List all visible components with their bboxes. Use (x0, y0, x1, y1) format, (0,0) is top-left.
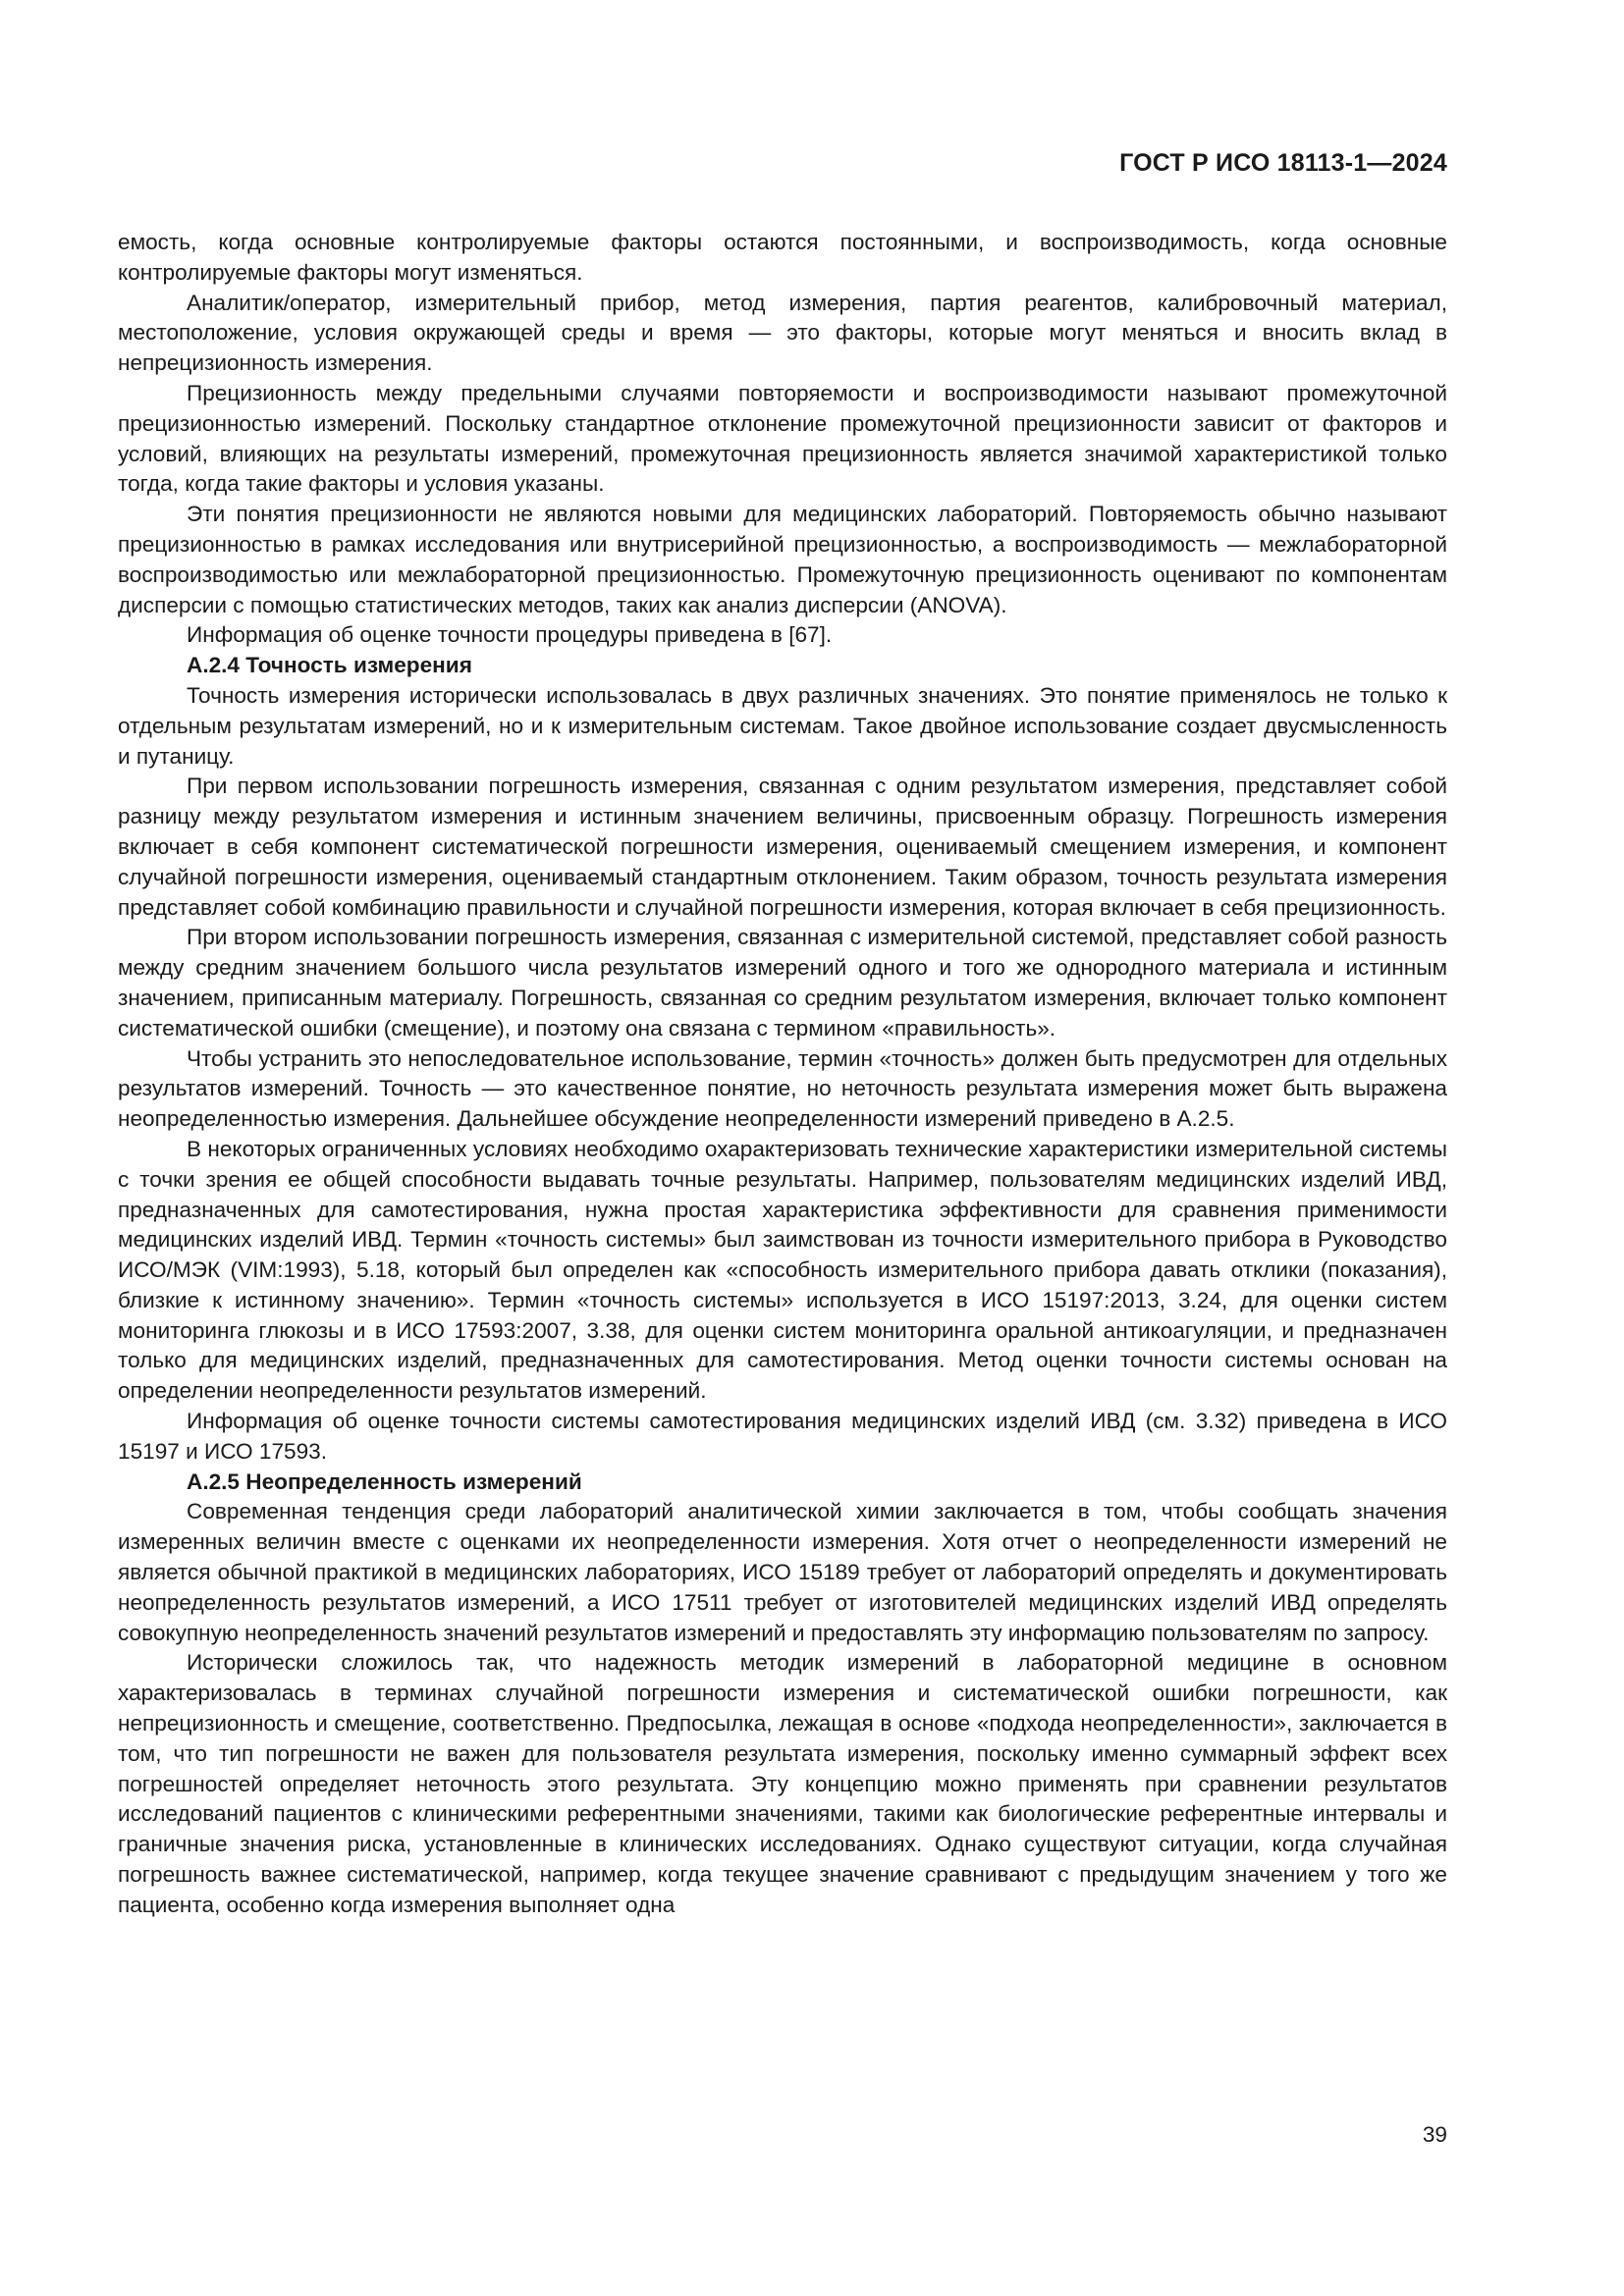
paragraph: Аналитик/оператор, измерительный прибор, метод измерения, партия реагентов, калибровочный материал, местоположение, условия окружающей среды и время — это факторы, которые могут меняться и вносить вклад в непрецизионность измерения. (118, 290, 1447, 376)
paragraph: Современная тенденция среди лабораторий аналитической химии заключается в том, чтобы сообщать значения измеренных величин вместе с оценками их неопределенности измерения. Хотя отчет о неопределенности измерений не является обычной практикой в медицинских лабораториях, ИСО 15189 требует от лабораторий определять и документировать неопределенность результатов измерений, а ИСО 17511 требует от изготовителей медицинских изделий ИВД определять совокупную неопределенность значений результатов измерений и предоставлять эту информацию пользователям по запросу. (118, 1499, 1447, 1645)
paragraph: При втором использовании погрешность измерения, связанная с измерительной системой, представляет собой разность между средним значением большого числа результатов измерений одного и того же однородного материала и истинным значением, приписанным материалу. Погрешность, связанная со средним результатом измерения, включает только компонент систематической ошибки (смещение), и поэтому она связана с термином «правильность». (118, 925, 1447, 1041)
paragraph: Исторически сложилось так, что надежность методик измерений в лабораторной медицине в основном характеризовалась в терминах случайной погрешности измерения и систематической ошибки погрешности, как непрецизионность и смещение, соответственно. Предпосылка, лежащая в основе «подхода неопределенности», заключается в том, что тип погрешности не важен для пользователя результата измерения, поскольку именно суммарный эффект всех погрешностей определяет неточность этого результата. Эту концепцию можно применять при сравнении результатов исследований пациентов с клиническими референтными значениями, такими как биологические референтные интервалы и граничные значения риска, установленные в клинических исследованиях. Однако существуют ситуации, когда случайная погрешность важнее систематической, например, когда текущее значение сравнивают с предыдущим значением у того же пациента, особенно когда измерения выполняет одна (118, 1650, 1447, 1917)
paragraph: Прецизионность между предельными случаями повторяемости и воспроизводимости называют промежуточной прецизионностью измерений. Поскольку стандартное отклонение промежуточной прецизионности зависит от факторов и условий, влияющих на результаты измерений, промежуточная прецизионность является значимой характеристикой только тогда, когда такие факторы и условия указаны. (118, 380, 1447, 497)
paragraph: В некоторых ограниченных условиях необходимо охарактеризовать технические характеристики измерительной системы с точки зрения ее общей способности выдавать точные результаты. Например, пользователям медицинских изделий ИВД, предназначенных для самотестирования, нужна простая характеристика эффективности для сравнения применимости медицинских изделий ИВД. Термин «точность системы» был заимствован из точности измерительного прибора в Руководство ИСО/МЭК (VIM:1993), 5.18, который был определен как «способность измерительного прибора давать отклики (показания), близкие к истинному значению». Термин «точность системы» используется в ИСО 15197:2013, 3.24, для оценки систем мониторинга глюкозы и в ИСО 17593:2007, 3.38, для оценки систем мониторинга оральной антикоагуляции, и предназначен только для медицинских изделий, предназначенных для самотестирования. Метод оценки точности системы основан на определении неопределенности результатов измерений. (118, 1136, 1447, 1404)
document-header: ГОСТ Р ИСО 18113-1—2024 (1119, 149, 1447, 177)
paragraph: Информация об оценке точности системы самотестирования медицинских изделий ИВД (см. 3.32) приведена в ИСО 15197 и ИСО 17593. (118, 1409, 1447, 1464)
paragraph: емость, когда основные контролируемые факторы остаются постоянными, и воспроизводимость, когда основные контролируемые факторы могут изменяться. (118, 230, 1447, 285)
paragraph: При первом использовании погрешность измерения, связанная с одним результатом измерения, представляет собой разницу между результатом измерения и истинным значением величины, присвоенным образцу. Погрешность измерения включает в себя компонент систематической погрешности измерения, оцениваемый смещением измерения, и компонент случайной погрешности измерения, оцениваемый стандартным отклонением. Таким образом, точность результата измерения представляет собой комбинацию правильности и случайной погрешности измерения, которая включает в себя прецизионность. (118, 774, 1447, 920)
section-heading-a25: А.2.5 Неопределенность измерений (187, 1468, 582, 1494)
section-heading-a24: А.2.4 Точность измерения (187, 653, 472, 678)
paragraph: Точность измерения исторически использовалась в двух различных значениях. Это понятие применялось не только к отдельным результатам измерений, но и к измерительным системам. Такое двойное использование создает двусмысленность и путаницу. (118, 682, 1447, 769)
page-number: 39 (1422, 2122, 1447, 2147)
paragraph: Эти понятия прецизионности не являются новыми для медицинских лабораторий. Повторяемость обычно называют прецизионностью в рамках исследования или внутрисерийной прецизионностью, а воспроизводимость — межлабораторной воспроизводимостью или межлабораторной прецизионностью. Промежуточную прецизионность оценивают по компонентам дисперсии с помощью статистических методов, таких как анализ дисперсии (ANOVA). (118, 502, 1447, 617)
document-body (118, 228, 1447, 1921)
paragraph: Информация об оценке точности процедуры приведена в [67]. (187, 622, 833, 648)
paragraph: Чтобы устранить это непоследовательное использование, термин «точность» должен быть предусмотрен для отдельных результатов измерений. Точность — это качественное понятие, но неточность результата измерения может быть выражена неопределенностью измерения. Дальнейшее обсуждение неопределенности измерений приведено в А.2.5. (118, 1045, 1447, 1132)
